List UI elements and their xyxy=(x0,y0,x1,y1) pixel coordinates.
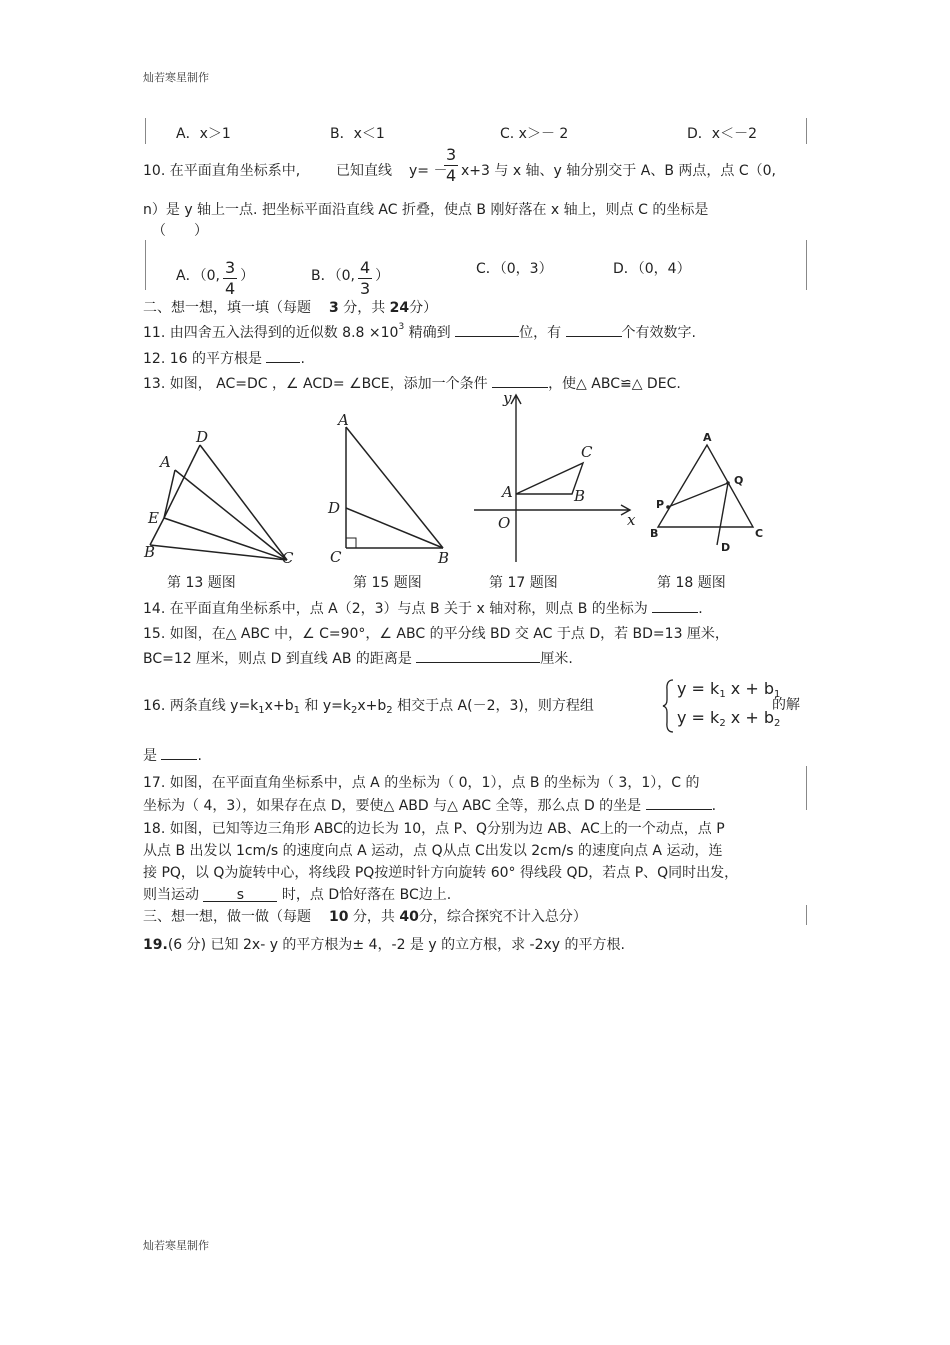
q15-line2: BC=12 厘米，则点 D 到直线 AB 的距离是 厘米. xyxy=(143,648,573,668)
q16-line2: 是 . xyxy=(143,745,202,765)
figure-13-caption: 第 13 题图 xyxy=(167,575,236,591)
fraction-numerator: 3 xyxy=(446,145,457,164)
page-header: 灿若寒星制作 xyxy=(143,71,209,84)
label-B: B xyxy=(574,487,586,505)
figure-13 xyxy=(140,420,300,570)
answer-blank[interactable] xyxy=(646,795,712,810)
margin-bar xyxy=(806,118,807,144)
label-A: A xyxy=(502,483,513,501)
label-y: y xyxy=(503,390,512,407)
answer-blank[interactable] xyxy=(566,322,622,337)
margin-bar xyxy=(806,240,807,290)
label-B: B xyxy=(144,543,156,561)
q10-line2: n）是 y 轴上一点. 把坐标平面沿直线 AC 折叠，使点 B 刚好落在 x 轴上，则点 C 的坐标是 xyxy=(143,202,709,218)
q11: 11. 由四舍五入法得到的近似数 $8.8 \times 10^3$ 精确到 位，有 个有效数字. xyxy=(143,322,696,341)
q10-option-b: B．（0, $\frac{4}{3}$ ） xyxy=(311,258,390,298)
q9-option-a: A．x＞1 xyxy=(176,126,231,142)
figure-18-caption: 第 18 题图 xyxy=(657,575,726,591)
q10-slope-fraction xyxy=(441,145,461,186)
figure-18 xyxy=(645,425,775,560)
answer-blank[interactable]: s xyxy=(203,887,277,902)
q16-post: 的解 xyxy=(772,697,800,713)
q18-line3: 接 PQ，以 Q为旋转中心，将线段 PQ按逆时针方向旋转 60° 得线段 QD，若点 P、Q同时出发， xyxy=(143,865,739,881)
q10-yeq: y= － xyxy=(409,163,448,179)
label-B: B xyxy=(438,549,450,567)
margin-bar xyxy=(145,240,146,290)
q10-known: 已知直线 xyxy=(336,163,392,179)
q9-option-d: D．x＜－2 xyxy=(687,126,757,142)
q16-line1: 16. 两条直线 $y=k_1x+b_1$ 和 $y=k_2x+b_2$ 相交于点 A(－2，3)，则方程组 xyxy=(143,698,594,716)
q17-line1: 17. 如图，在平面直角坐标系中，点 A 的坐标为（ 0，1），点 B 的坐标为（ 3，1），C 的 xyxy=(143,775,700,791)
label-O: O xyxy=(498,514,511,532)
page-footer: 灿若寒星制作 xyxy=(143,1239,209,1252)
label-C: C xyxy=(755,527,764,540)
label-A: A xyxy=(703,431,712,444)
q9-option-c: C. x＞－ 2 xyxy=(500,126,569,142)
label-C: C xyxy=(330,548,342,566)
margin-bar xyxy=(806,766,807,810)
figure-15-caption: 第 15 题图 xyxy=(353,575,422,591)
label-A: A xyxy=(160,453,171,471)
q13: 13. 如图， AC=DC ，∠ ACD= ∠BCE，添加一个条件 ，使△ ABC≌△ DEC. xyxy=(143,373,681,393)
label-P: P xyxy=(656,498,665,511)
q14: 14. 在平面直角坐标系中，点 A（2，3）与点 B 关于 x 轴对称，则点 B 的坐标为 . xyxy=(143,598,703,618)
answer-blank[interactable] xyxy=(652,598,698,613)
label-C: C xyxy=(581,443,593,461)
q9-option-b: B．x＜1 xyxy=(330,126,385,142)
label-Q: Q xyxy=(734,474,744,487)
figure-15 xyxy=(325,405,460,570)
margin-bar xyxy=(145,118,146,144)
q15-line1: 15. 如图，在△ ABC 中，∠ C=90°，∠ ABC 的平分线 BD 交 AC 于点 D，若 BD=13 厘米， xyxy=(143,626,729,642)
label-D: D xyxy=(328,499,341,517)
label-D: D xyxy=(721,541,731,554)
label-x: x xyxy=(627,511,636,529)
label-E: E xyxy=(148,509,159,527)
answer-blank[interactable] xyxy=(266,348,300,363)
label-A: A xyxy=(338,411,349,429)
fraction-denominator: 4 xyxy=(446,166,457,185)
q19: 19.(6 分) 已知 2x- y 的平方根为± 4，-2 是 y 的立方根，求 -2xy 的平方根. xyxy=(143,937,625,953)
answer-blank[interactable] xyxy=(455,322,519,337)
q10-option-c: C．（0，3） xyxy=(476,261,553,277)
q10-line3: （ ） xyxy=(152,223,208,239)
figure-17 xyxy=(470,390,645,570)
system-brace xyxy=(661,678,675,734)
system-equation-2: y = k2 x + b2 xyxy=(677,708,781,729)
q10-option-a: A．（0, $\frac{3}{4}$ ） xyxy=(176,258,255,298)
label-B: B xyxy=(650,527,659,540)
answer-blank[interactable] xyxy=(161,745,197,760)
section-3-heading: 三、想一想，做一做（每题 10 分，共 40分，综合探究不计入总分） xyxy=(143,909,587,925)
system-equation-1: y = k1 x + b1 xyxy=(677,679,781,700)
label-D: D xyxy=(196,428,209,446)
margin-bar xyxy=(806,905,807,925)
figure-17-caption: 第 17 题图 xyxy=(489,575,558,591)
answer-blank[interactable] xyxy=(492,373,548,388)
q10-lead: 10. 在平面直角坐标系中, xyxy=(143,163,301,179)
q10-tail: x+3 与 x 轴、y 轴分别交于 A、B 两点，点 C（0, xyxy=(461,163,776,179)
q10-option-d: D．（0，4） xyxy=(613,261,691,277)
answer-blank[interactable] xyxy=(416,648,540,663)
q17-line2: 坐标为（ 4，3），如果存在点 D，要使△ ABD 与△ ABC 全等，那么点 D 的坐是 . xyxy=(143,795,716,815)
q18-line2: 从点 B 出发以 1cm/s 的速度向点 A 运动，点 Q从点 C出发以 2cm/s 的速度向点 A 运动，连 xyxy=(143,843,723,859)
section-2-heading: 二、想一想，填一填（每题 3 分，共 24分） xyxy=(143,300,438,316)
q18-line4: 则当运动 s 时，点 D恰好落在 BC边上. xyxy=(143,887,452,903)
q18-line1: 18. 如图，已知等边三角形 ABC的边长为 10，点 P、Q分别为边 AB、AC上的一个动点，点 P xyxy=(143,821,725,837)
q12: 12. 16 的平方根是 . xyxy=(143,348,305,368)
label-C: C xyxy=(282,549,294,567)
